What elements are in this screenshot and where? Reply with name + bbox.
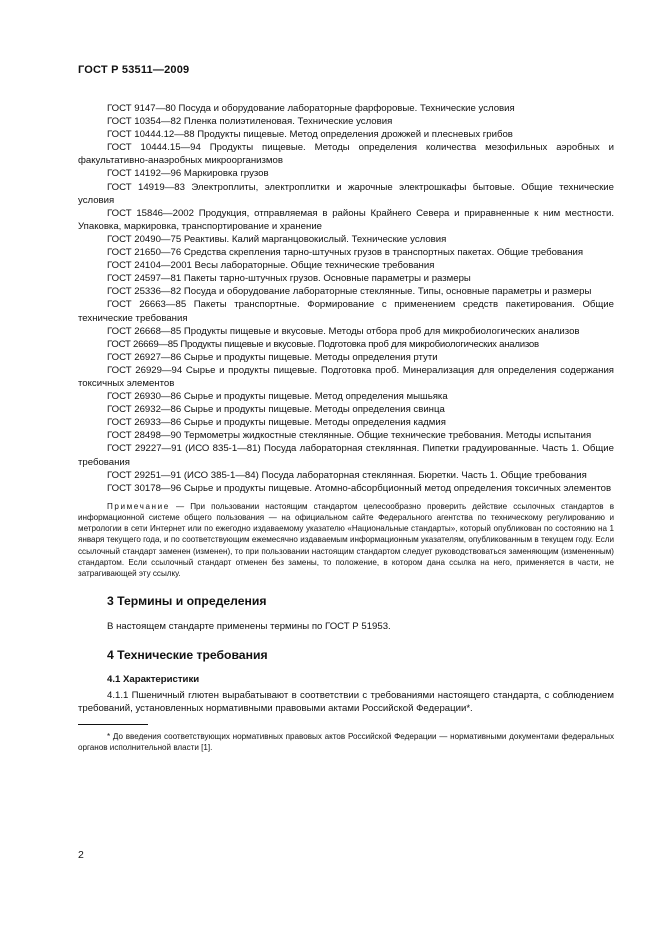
footnote: * До введения соответствующих нормативных правовых актов Российской Федерации — нормативными документами федеральных органов исполнительной власти [1]. <box>78 731 614 752</box>
reference-item: ГОСТ 20490—75 Реактивы. Калий марганцовокислый. Технические условия <box>107 233 447 245</box>
note-label: Примечание <box>107 501 170 511</box>
reference-item: ГОСТ 10444.15—94 Продукты пищевые. Методы определения количества мезофильных аэробных и факультативно-анаэробных микроорганизмов <box>78 142 614 167</box>
reference-item: ГОСТ 26930—86 Сырье и продукты пищевые. Метод определения мышьяка <box>107 391 448 403</box>
reference-item: ГОСТ 24104—2001 Весы лабораторные. Общие технические требования <box>107 260 435 272</box>
normative-references-list <box>78 102 614 495</box>
reference-item: ГОСТ 25336—82 Посуда и оборудование лабораторные стеклянные. Типы, основные параметры и размеры <box>107 286 592 298</box>
reference-item: ГОСТ 26933—86 Сырье и продукты пищевые. Методы определения кадмия <box>107 417 446 429</box>
reference-item: ГОСТ 24597—81 Пакеты тарно-штучных грузов. Основные параметры и размеры <box>107 273 471 285</box>
section-3-text: В настоящем стандарте применены термины по ГОСТ Р 51953. <box>107 621 391 633</box>
note-text: — При пользовании настоящим стандартом целесообразно проверить действие ссылочных стандартов в информационной системе общего пользования — на официальном сайте Федерального агентства по техническому регулированию и метрологии в сети Интернет или по ежегодно издаваемому указателю «Национальные стандарты», который опубликован по состоянию на 1 января текущего года, и по соответствующим ежемесячно издаваемым информационным указателям, опубликованным в текущем году. Если ссылочный стандарт заменен (изменен), то при пользовании настоящим стандартом следует руководствоваться заменяющим (измененным) стандартом. Если ссылочный стандарт отменен без замены, то положение, в котором дана ссылка на него, применяется в части, не затрагивающей эту ссылку. <box>78 501 614 579</box>
section-4-title: 4 Технические требования <box>107 648 268 663</box>
references-note <box>78 501 614 579</box>
reference-item: ГОСТ 9147—80 Посуда и оборудование лабораторные фарфоровые. Технические условия <box>107 103 515 114</box>
page-number: 2 <box>78 849 84 861</box>
footnote-separator <box>78 724 148 725</box>
reference-item: ГОСТ 29227—91 (ИСО 835-1—81) Посуда лабораторная стеклянная. Пипетки градуированные. Часть 1. Общие требования <box>78 443 614 468</box>
clause-4-1-1-text: 4.1.1 Пшеничный глютен вырабатывают в соответствии с требованиями настоящего стандарта, с соблюдением требований, установленных нормативными правовыми актами Российской Федерации*. <box>78 690 614 715</box>
reference-item: ГОСТ 14919—83 Электроплиты, электроплитки и жарочные электрошкафы бытовые. Общие технические условия <box>78 181 614 206</box>
reference-item: ГОСТ 26669—85 Продукты пищевые и вкусовые. Подготовка проб для микробиологических анализов <box>107 338 539 350</box>
reference-item: ГОСТ 29251—91 (ИСО 385-1—84) Посуда лабораторная стеклянная. Бюретки. Часть 1. Общие требования <box>107 469 587 481</box>
reference-item: ГОСТ 26929—94 Сырье и продукты пищевые. Подготовка проб. Минерализация для определения содержания токсичных элементов <box>78 364 614 389</box>
reference-item: ГОСТ 30178—96 Сырье и продукты пищевые. Атомно-абсорбционный метод определения токсичных элементов <box>107 482 612 494</box>
document-header: ГОСТ Р 53511—2009 <box>78 64 190 76</box>
reference-item: ГОСТ 26668—85 Продукты пищевые и вкусовые. Методы отбора проб для микробиологических анализов <box>107 325 580 337</box>
reference-item: ГОСТ 26927—86 Сырье и продукты пищевые. Методы определения ртути <box>107 351 438 363</box>
reference-item: ГОСТ 14192—96 Маркировка грузов <box>107 168 269 180</box>
reference-item: ГОСТ 26932—86 Сырье и продукты пищевые. Методы определения свинца <box>107 404 445 416</box>
reference-item: ГОСТ 15846—2002 Продукция, отправляемая в районы Крайнего Севера и приравненные к ним местности. Упаковка, маркировка, транспортирование и хранение <box>78 207 614 232</box>
reference-item: ГОСТ 10444.12—88 Продукты пищевые. Метод определения дрожжей и плесневых грибов <box>107 129 513 141</box>
reference-item: ГОСТ 26663—85 Пакеты транспортные. Формирование с применением средств пакетирования. Общие технические требования <box>78 299 614 324</box>
reference-item: ГОСТ 10354—82 Пленка полиэтиленовая. Технические условия <box>107 116 393 128</box>
section-3-title: 3 Термины и определения <box>107 594 267 609</box>
reference-item: ГОСТ 28498—90 Термометры жидкостные стеклянные. Общие технические требования. Методы испытания <box>107 430 592 442</box>
document-page <box>78 64 614 753</box>
subsection-4-1-title: 4.1 Характеристики <box>107 674 200 686</box>
reference-item: ГОСТ 21650—76 Средства скрепления тарно-штучных грузов в транспортных пакетах. Общие требования <box>107 247 584 259</box>
